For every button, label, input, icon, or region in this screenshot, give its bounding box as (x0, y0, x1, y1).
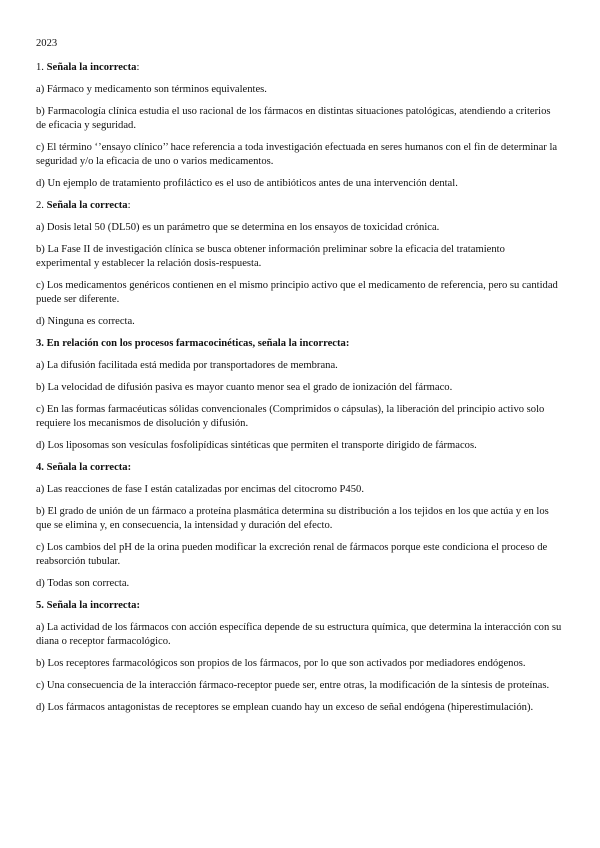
question-4 (36, 461, 566, 591)
question-3 (36, 337, 566, 453)
question-1-title: 1. Señala la incorrecta: (36, 62, 140, 73)
question-1-option-c: c) El término ‘’ensayo clínico’’ hace referencia a toda investigación efectuada en seres humanos con el fin de determinar la seguridad y/o la eficacia de uno o varios medicamentos. (36, 142, 558, 167)
question-4-option-a: a) Las reacciones de fase I están catalizadas por encimas del citocromo P450. (36, 484, 364, 495)
question-5-title: 5. Señala la incorrecta: (36, 600, 140, 611)
question-3-title: 3. En relación con los procesos farmacocinéticas, señala la incorrecta: (36, 338, 350, 349)
question-5 (36, 599, 566, 715)
question-4-title: 4. Señala la correcta: (36, 462, 132, 473)
question-2-option-c: c) Los medicamentos genéricos contienen en el mismo principio activo que el medicamento de referencia, pero su cantidad puede ser diferente. (36, 280, 558, 305)
question-3-option-c: c) En las formas farmacéuticas sólidas convencionales (Comprimidos o cápsulas), la liberación del principio activo solo requiere los mecanismos de disolución y difusión. (36, 404, 545, 429)
question-2-option-a: a) Dosis letal 50 (DL50) es un parámetro que se determina en los ensayos de toxicidad crónica. (36, 222, 440, 233)
question-1-option-a: a) Fármaco y medicamento son términos equivalentes. (36, 84, 267, 95)
exam-year: 2023 (36, 38, 58, 49)
question-4-option-c: c) Los cambios del pH de la orina pueden modificar la excreción renal de fármacos porque este condiciona el proceso de reabsorción tubular. (36, 542, 548, 567)
question-2-title: 2. Señala la correcta: (36, 200, 131, 211)
question-5-option-c: c) Una consecuencia de la interacción fármaco-receptor puede ser, entre otras, la modificación de la síntesis de proteínas. (36, 680, 550, 691)
question-5-option-d: d) Los fármacos antagonistas de receptores se emplean cuando hay un exceso de señal endógena (hiperestimulación). (36, 702, 534, 713)
question-1 (36, 61, 566, 191)
question-3-option-d: d) Los liposomas son vesículas fosfolipídicas sintéticas que permiten el transporte dirigido de fármacos. (36, 440, 477, 451)
question-1-option-b: b) Farmacología clínica estudia el uso racional de los fármacos en distintas situaciones patológicas, atendiendo a criterios de eficacia y seguridad. (36, 106, 551, 131)
question-1-option-d: d) Un ejemplo de tratamiento profiláctico es el uso de antibióticos antes de una intervención dental. (36, 178, 458, 189)
question-4-option-d: d) Todas son correcta. (36, 578, 130, 589)
question-5-option-b: b) Los receptores farmacológicos son propios de los fármacos, por lo que son activados por mediadores endógenos. (36, 658, 526, 669)
question-2-option-d: d) Ninguna es correcta. (36, 316, 135, 327)
question-3-option-b: b) La velocidad de difusión pasiva es mayor cuanto menor sea el grado de ionización del fármaco. (36, 382, 453, 393)
question-4-option-b: b) El grado de unión de un fármaco a proteína plasmática determina su distribución a los tejidos en los que actúa y en los que se elimina y, en consecuencia, la intensidad y duración del efecto. (36, 506, 549, 531)
question-2-option-b: b) La Fase II de investigación clínica se busca obtener información preliminar sobre la eficacia del tratamiento experimental y establecer la relación dosis-respuesta. (36, 244, 505, 269)
question-2 (36, 199, 566, 329)
question-5-option-a: a) La actividad de los fármacos con acción específica depende de su estructura química, que determina la interacción con su diana o receptor farmacológico. (36, 622, 562, 647)
question-3-option-a: a) La difusión facilitada está medida por transportadores de membrana. (36, 360, 338, 371)
